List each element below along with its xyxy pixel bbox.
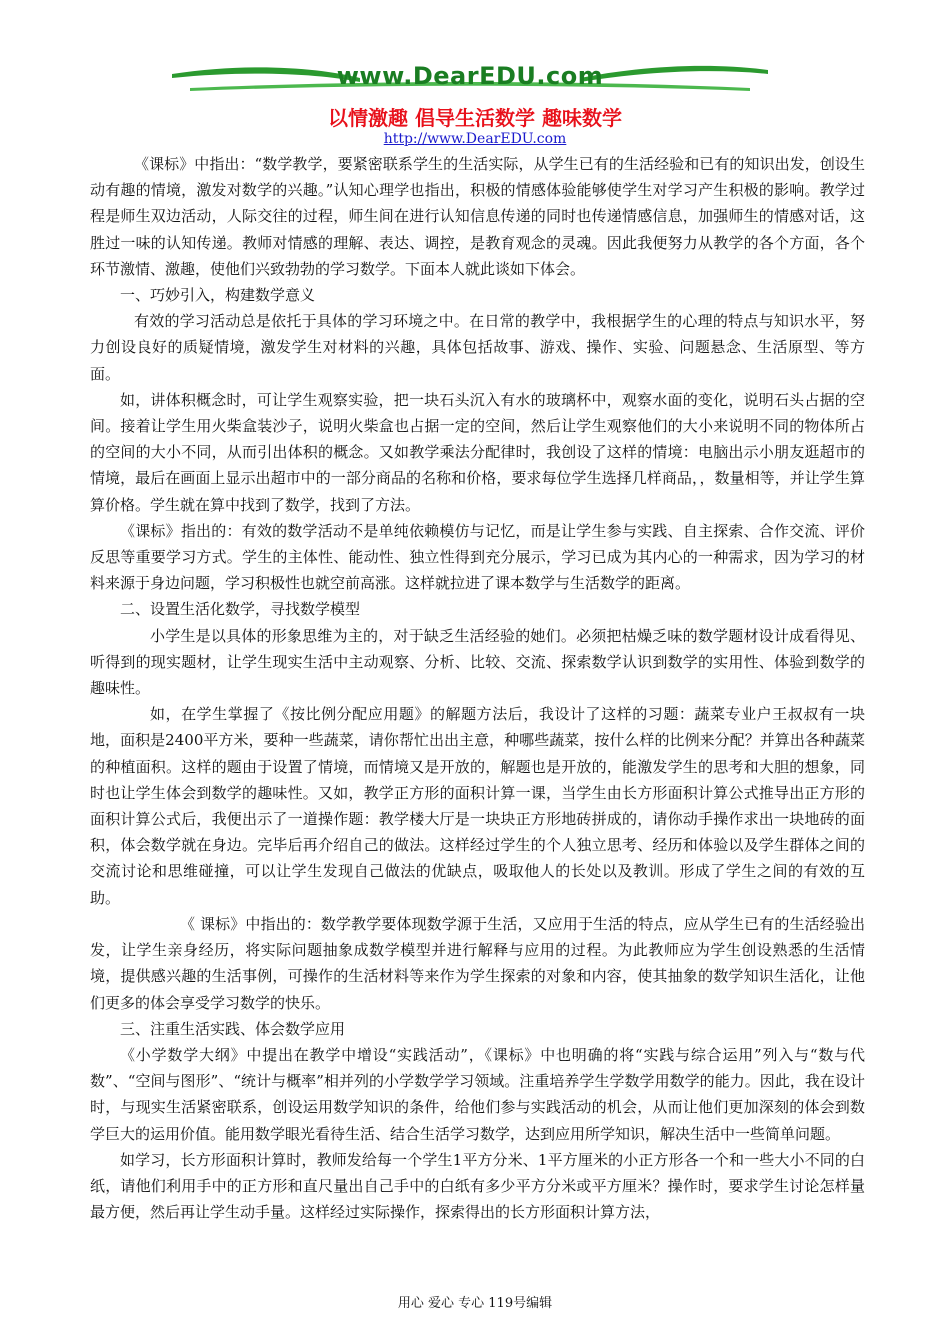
paragraph: 有效的学习活动总是依托于具体的学习环境之中。在日常的教学中，我根据学生的心理的特点与知识水平，努力创设良好的质疑情境，激发学生对材料的兴趣，具体包括故事、游戏、操作、实验、问题悬念、生活原型、等方面。 <box>90 312 865 383</box>
paragraph: 小学生是以具体的形象思维为主的，对于缺乏生活经验的她们。必须把枯燥乏味的数学题材设计成看得见、听得到的现实题材，让学生现实生活中主动观察、分析、比较、交流、探索数学认识到数学的实用性、体验到数学的趣味性。 <box>90 626 865 698</box>
paragraph: 《课标》中指出：“数学教学，要紧密联系学生的生活实际，从学生已有的生活经验和已有的知识出发，创设生动有趣的情境，激发对数学的兴趣。”认知心理学也指出，积极的情感体验能够使学生对学习产生积极的影响。教学过程是师生双边活动，人际交往的过程，师生间在进行认知信息传递的同时也传递情感信息，加强师生的情感对话，这胜过一味的认知传递。教师对情感的理解、表达、调控，是教育观念的灵魂。因此我便努力从教学的各个方面，各个环节激情、激趣，使他们兴致勃勃的学习数学。下面本人就此谈如下体会。 <box>90 155 865 278</box>
article-source-link[interactable]: http://www.DearEDU.com <box>383 131 567 147</box>
article-title: 以情激趣 倡导生活数学 趣味数学 <box>328 106 622 130</box>
banner-site-name: www.DearEDU.com <box>336 62 604 90</box>
page-footer: 用心 爱心 专心 119号编辑 <box>397 1296 553 1311</box>
section-heading-2: 二、设置生活化数学，寻找数学模型 <box>120 600 361 619</box>
section-heading-1: 一、巧妙引入，构建数学意义 <box>120 286 316 305</box>
section-heading-3: 三、注重生活实践、体会数学应用 <box>120 1019 346 1038</box>
paragraph: 《 课标》中指出的：数学教学要体现数学源于生活，又应用于生活的特点，应从学生已有的生活经验出发，让学生亲身经历，将实际问题抽象成数学模型并进行解释与应用的过程。为此教师应为学生创设熟悉的生活情境，提供感兴趣的生活事例，可操作的生活材料等来作为学生探索的对象和内容，使其抽象的数学知识生活化，让他们更多的体会享受学习数学的快乐。 <box>90 914 865 1012</box>
paragraph: 如，在学生掌握了《按比例分配应用题》的解题方法后，我设计了这样的习题：蔬菜专业户王叔叔有一块地，面积是2400平方米，要种一些蔬菜，请你帮忙出出主意，种哪些蔬菜，按什么样的比例来分配？并算出各种蔬菜的种植面积。这样的题由于设置了情境，而情境又是开放的，解题也是开放的，能激发学生的思考和大胆的想象，同时也让学生体会到数学的趣味性。又如，教学正方形的面积计算一课，当学生由长方形面积计算公式推导出正方形的面积计算公式后，我便出示了一道操作题：教学楼大厅是一块块正方形地砖拼成的，请你动手操作求出一块地砖的面积，体会数学就在身边。完毕后再介绍自己的做法。这样经过学生的个人独立思考、经历和体验以及学生群体之间的交流讨论和思维碰撞，可以让学生发现自己做法的优缺点，吸取他人的长处以及教训。形成了学生之间的有效的互助。 <box>90 705 865 907</box>
article-body <box>90 151 865 1225</box>
paragraph: 如，讲体积概念时，可让学生观察实验，把一块石头沉入有水的玻璃杯中，观察水面的变化，说明石头占据的空间。接着让学生用火柴盒装沙子，说明火柴盒也占据一定的空间，然后让学生观察他们的大小来说明不同的物体所占的空间的大小不同，从而引出体积的概念。又如教学乘法分配律时，我创设了这样的情境：电脑出示小朋友逛超市的情境，最后在画面上显示出超市中的一部分商品的名称和价格，要求每位学生选择几样商品，，数量相等，并让学生算算价格。学生就在算中找到了数学，找到了方法。 <box>90 390 865 514</box>
paragraph: 《课标》指出的：有效的数学活动不是单纯依赖模仿与记忆，而是让学生参与实践、自主探索、合作交流、评价反思等重要学习方式。学生的主体性、能动性、独立性得到充分展示，学习已成为其内心的一种需求，因为学习的材料来源于身边问题，学习积极性也就空前高涨。这样就拉进了课本数学与生活数学的距离。 <box>90 521 865 593</box>
site-banner <box>170 56 770 100</box>
paragraph: 《小学数学大纲》中提出在教学中增设“实践活动”，《课标》中也明确的将“实践与综合运用”列入与“数与代数”、“空间与图形”、“统计与概率”相并列的小学数学学习领域。注重培养学生学数学用数学的能力。因此，我在设计时，与现实生活紧密联系，创设运用数学知识的条件，给他们参与实践活动的机会，从而让他们更加深刻的体会到数学巨大的运用价值。能用数学眼光看待生活、结合生活学习数学，达到应用所学知识，解决生活中一些简单问题。 <box>90 1045 865 1143</box>
paragraph: 如学习，长方形面积计算时，教师发给每一个学生1平方分米、1平方厘米的小正方形各一个和一些大小不同的白纸，请他们利用手中的正方形和直尺量出自己手中的白纸有多少平方分米或平方厘米？操作时，要求学生讨论怎样量最方便，然后再让学生动手量。这样经过实际操作，探索得出的长方形面积计算方法， <box>90 1150 865 1222</box>
